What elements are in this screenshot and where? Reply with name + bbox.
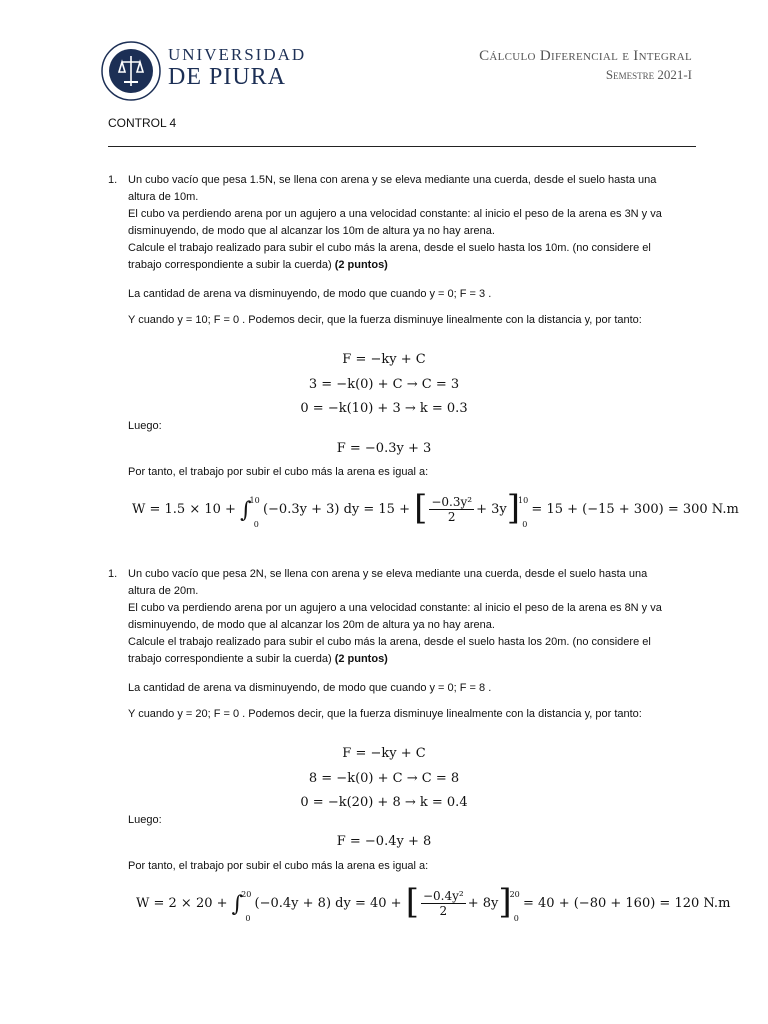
luego-label: Luego: bbox=[128, 420, 162, 432]
luego-label: Luego: bbox=[128, 814, 162, 826]
divider-line bbox=[108, 146, 696, 147]
fraction bbox=[429, 495, 474, 524]
problem-paragraph: Calcule el trabajo realizado para subir el cubo más la arena, desde el suelo hasta los 10m. (no considere el trabajo correspondiente a subir la cuerda) bbox=[128, 242, 651, 271]
integral-sign: ∫ bbox=[231, 892, 244, 917]
evaluation-upper-limit: 20 bbox=[509, 890, 520, 899]
fraction-numerator: −0.3y² bbox=[431, 495, 473, 509]
fraction-denominator: 2 bbox=[439, 904, 448, 918]
problem-number: 1. bbox=[108, 174, 118, 186]
problem-2-statement bbox=[108, 566, 668, 668]
solution-sentence: Por tanto, el trabajo por subir el cubo más la arena es igual a: bbox=[128, 466, 429, 478]
solution-sentence: Y cuando y = 10; F = 0 . Podemos decir, que la fuerza disminuye linealmente con la distancia y, por tanto: bbox=[128, 314, 642, 326]
solution-sentence: La cantidad de arena va disminuyendo, de modo que cuando y = 0; F = 8 . bbox=[128, 682, 492, 694]
integral-upper-limit: 10 bbox=[249, 496, 260, 505]
problem-paragraph: Un cubo vacío que pesa 1.5N, se llena con arena y se eleva mediante una cuerda, desde el suelo hasta una altura de 10m. bbox=[128, 174, 657, 203]
work-equation bbox=[136, 876, 731, 923]
work-equation-part: (−0.4y + 8) dy = 40 + bbox=[254, 896, 406, 911]
university-name-line2: DE PIURA bbox=[168, 64, 287, 90]
work-equation-part: = 15 + (−15 + 300) = 300 N.m bbox=[531, 502, 739, 517]
evaluation-lower-limit: 0 bbox=[513, 914, 519, 923]
equation: F = −0.3y + 3 bbox=[336, 441, 432, 456]
integral-lower-limit: 0 bbox=[253, 520, 259, 529]
problem-paragraph: El cubo va perdiendo arena por un agujero a una velocidad constante: al inicio el peso de la arena es 3N y va disminuyendo, de modo que al alcanzar los 10m de altura ya no hay arena. bbox=[128, 208, 662, 237]
equation: F = −ky + C bbox=[342, 352, 426, 367]
work-equation-part: (−0.3y + 3) dy = 15 + bbox=[262, 502, 415, 517]
control-title: CONTROL 4 bbox=[108, 116, 177, 130]
fraction bbox=[421, 889, 466, 918]
points-label: (2 puntos) bbox=[334, 653, 388, 665]
work-equation-part: = 40 + (−80 + 160) = 120 N.m bbox=[523, 896, 731, 911]
points-label: (2 puntos) bbox=[334, 259, 388, 271]
work-equation bbox=[132, 482, 739, 529]
equation: 0 = −k(10) + 3 → k = 0.3 bbox=[300, 401, 468, 416]
university-logo bbox=[100, 40, 307, 104]
equation: F = −0.4y + 8 bbox=[336, 834, 432, 849]
problem-1-statement bbox=[108, 172, 668, 274]
fraction-denominator: 2 bbox=[447, 510, 456, 524]
equation: 3 = −k(0) + C → C = 3 bbox=[308, 377, 460, 392]
problem-paragraph: Calcule el trabajo realizado para subir el cubo más la arena, desde el suelo hasta los 20m. (no considere el trabajo correspondiente a subir la cuerda) bbox=[128, 636, 651, 665]
semester: Semestre 2021-I bbox=[605, 67, 692, 82]
problem-paragraph: Un cubo vacío que pesa 2N, se llena con arena y se eleva mediante una cuerda, desde el suelo hasta una altura de 20m. bbox=[128, 568, 648, 597]
problem-number: 1. bbox=[108, 568, 118, 580]
solution-sentence: Y cuando y = 20; F = 0 . Podemos decir, que la fuerza disminuye linealmente con la distancia y, por tanto: bbox=[128, 708, 642, 720]
bracket-close: ] bbox=[498, 882, 512, 922]
work-equation-part: W = 2 × 20 + bbox=[136, 896, 232, 911]
university-name-line1: UNIVERSIDAD bbox=[168, 45, 307, 64]
equation: 0 = −k(20) + 8 → k = 0.4 bbox=[300, 795, 468, 810]
evaluation-upper-limit: 10 bbox=[518, 496, 529, 505]
integral-sign: ∫ bbox=[240, 498, 252, 523]
work-equation-part: + 3y bbox=[476, 502, 507, 517]
work-equation-part: + 8y bbox=[467, 896, 499, 911]
solution-sentence: La cantidad de arena va disminuyendo, de modo que cuando y = 0; F = 3 . bbox=[128, 288, 492, 300]
solution-sentence: Por tanto, el trabajo por subir el cubo más la arena es igual a: bbox=[128, 860, 429, 872]
integral-upper-limit: 20 bbox=[241, 890, 252, 899]
work-equation-part: W = 1.5 × 10 + bbox=[132, 502, 241, 517]
bracket-open: [ bbox=[405, 882, 419, 922]
course-title: Cálculo Diferencial e Integral bbox=[479, 48, 692, 64]
bracket-open: [ bbox=[414, 488, 428, 528]
problem-paragraph: El cubo va perdiendo arena por un agujero a una velocidad constante: al inicio el peso de la arena es 8N y va disminuyendo, de modo que al alcanzar los 20m de altura ya no hay arena. bbox=[128, 602, 662, 631]
fraction-numerator: −0.4y² bbox=[422, 889, 464, 903]
university-seal-icon bbox=[100, 40, 162, 102]
integral-lower-limit: 0 bbox=[245, 914, 251, 923]
equation: 8 = −k(0) + C → C = 8 bbox=[308, 771, 460, 786]
bracket-close: ] bbox=[506, 488, 520, 528]
evaluation-lower-limit: 0 bbox=[522, 520, 528, 529]
equation: F = −ky + C bbox=[342, 746, 426, 761]
